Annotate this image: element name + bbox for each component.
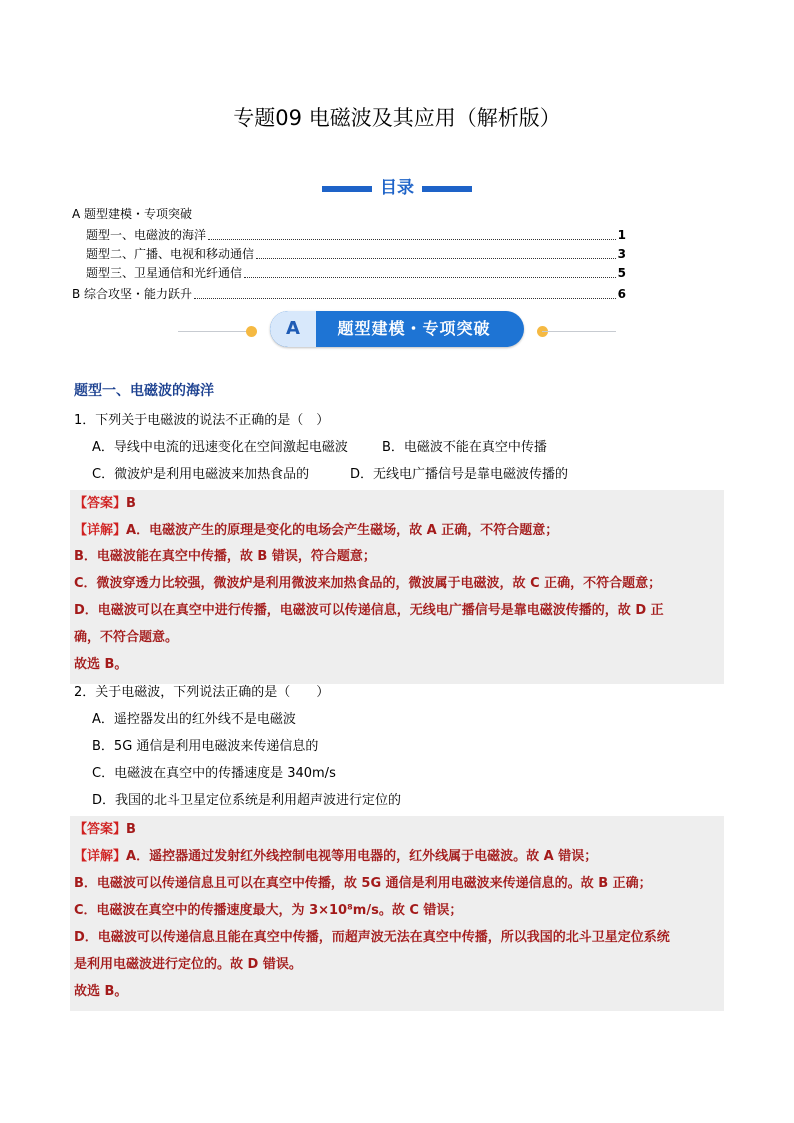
question-2-option-d: D．我国的北斗卫星定位系统是利用超声波进行定位的	[92, 793, 402, 808]
toc-page-number: 3	[617, 247, 626, 261]
toc-entry-b[interactable]	[72, 285, 626, 303]
detail-tag: 【详解】	[74, 523, 127, 538]
toc-leader-dots	[244, 277, 616, 278]
question-2-conclusion: 故选 B。	[74, 984, 128, 999]
question-2-detail-line: D．电磁波可以传递信息且能在真空中传播，而超声波无法在真空中传播，所以我国的北斗卫星定位系统	[74, 930, 670, 945]
question-1-detail-line	[74, 521, 720, 541]
banner-dot-left	[246, 326, 257, 337]
question-2-detail-line	[74, 847, 720, 867]
banner-letter: A	[286, 318, 300, 339]
question-1-answer-box	[70, 490, 724, 684]
toc-entry-type2[interactable]	[86, 245, 626, 263]
question-1-option-c: C．微波炉是利用电磁波来加热食品的	[92, 467, 310, 482]
toc-entry-type3[interactable]	[86, 264, 626, 282]
banner-text: 题型建模・专项突破	[337, 319, 491, 338]
toc-leader-dots	[256, 258, 616, 259]
detail-text: A．遥控器通过发射红外线控制电视等用电器的，红外线属于电磁波。故 A 错误；	[126, 849, 598, 864]
toc-entry-text: A 题型建模・专项突破	[72, 207, 193, 221]
question-1-stem: 1．下列关于电磁波的说法不正确的是（ ）	[74, 413, 330, 428]
answer-value: B	[126, 822, 136, 837]
question-1-option-b: B．电磁波不能在真空中传播	[382, 440, 547, 455]
question-1-detail-line: D．电磁波可以在真空中进行传播，电磁波可以传递信息，无线电广播信号是靠电磁波传播的，故 D 正	[74, 603, 664, 618]
question-1-detail-line: B．电磁波能在真空中传播，故 B 错误，符合题意；	[74, 549, 376, 564]
detail-tag: 【详解】	[74, 849, 127, 864]
section-banner	[178, 309, 616, 351]
toc-leader-dots	[208, 239, 616, 240]
toc-page-number: 5	[617, 266, 626, 280]
answer-tag: 【答案】	[74, 496, 127, 511]
question-1-conclusion: 故选 B。	[74, 657, 128, 672]
toc-entry-text: 题型三、卫星通信和光纤通信	[86, 266, 243, 280]
question-2-detail-line: C．电磁波在真空中的传播速度最大，为 3×10⁸m/s。故 C 错误；	[74, 903, 463, 918]
document-title: 专题09 电磁波及其应用（解析版）	[233, 106, 561, 130]
question-2-stem: 2．关于电磁波，下列说法正确的是（ ）	[74, 685, 330, 700]
banner-line-right	[542, 331, 616, 332]
toc-entry-type1[interactable]	[86, 226, 626, 244]
toc-page-number: 1	[617, 228, 626, 242]
banner-pill	[270, 311, 524, 347]
detail-text: A．电磁波产生的原理是变化的电场会产生磁场，故 A 正确，不符合题意；	[126, 523, 559, 538]
toc-entry-text: 题型一、电磁波的海洋	[86, 228, 207, 242]
toc-page-number: 6	[617, 287, 626, 301]
question-1-answer	[74, 494, 720, 514]
question-2-detail-line: 是利用电磁波进行定位的。故 D 错误。	[74, 957, 302, 972]
toc-heading	[322, 176, 472, 200]
answer-value: B	[126, 496, 136, 511]
toc-leader-dots	[194, 298, 616, 299]
answer-tag: 【答案】	[74, 822, 127, 837]
question-2-option-a: A．遥控器发出的红外线不是电磁波	[92, 712, 296, 727]
question-2-answer	[74, 820, 720, 840]
toc-heading-bar-right	[422, 186, 472, 192]
toc-entry-text: 题型二、广播、电视和移动通信	[86, 247, 255, 261]
section-heading: 题型一、电磁波的海洋	[74, 383, 214, 399]
question-2-option-c: C．电磁波在真空中的传播速度是 340m/s	[92, 766, 336, 781]
banner-line-left	[178, 331, 252, 332]
question-2-detail-line: B．电磁波可以传递信息且可以在真空中传播，故 5G 通信是利用电磁波来传递信息的。故 B 正确；	[74, 876, 652, 891]
question-1-detail-line: C．微波穿透力比较强，微波炉是利用微波来加热食品的，微波属于电磁波，故 C 正确，不符合题意；	[74, 576, 662, 591]
question-1-option-d: D．无线电广播信号是靠电磁波传播的	[350, 467, 569, 482]
toc-heading-label: 目录	[380, 178, 414, 198]
toc-heading-bar-left	[322, 186, 372, 192]
question-1-detail-line: 确，不符合题意。	[74, 630, 179, 645]
question-2-option-b: B．5G 通信是利用电磁波来传递信息的	[92, 739, 319, 754]
toc-entry-text: B 综合攻坚・能力跃升	[72, 287, 193, 301]
question-1-option-a: A．导线中电流的迅速变化在空间激起电磁波	[92, 440, 348, 455]
question-2-answer-box	[70, 816, 724, 1011]
toc-entry-a[interactable]	[72, 205, 626, 223]
